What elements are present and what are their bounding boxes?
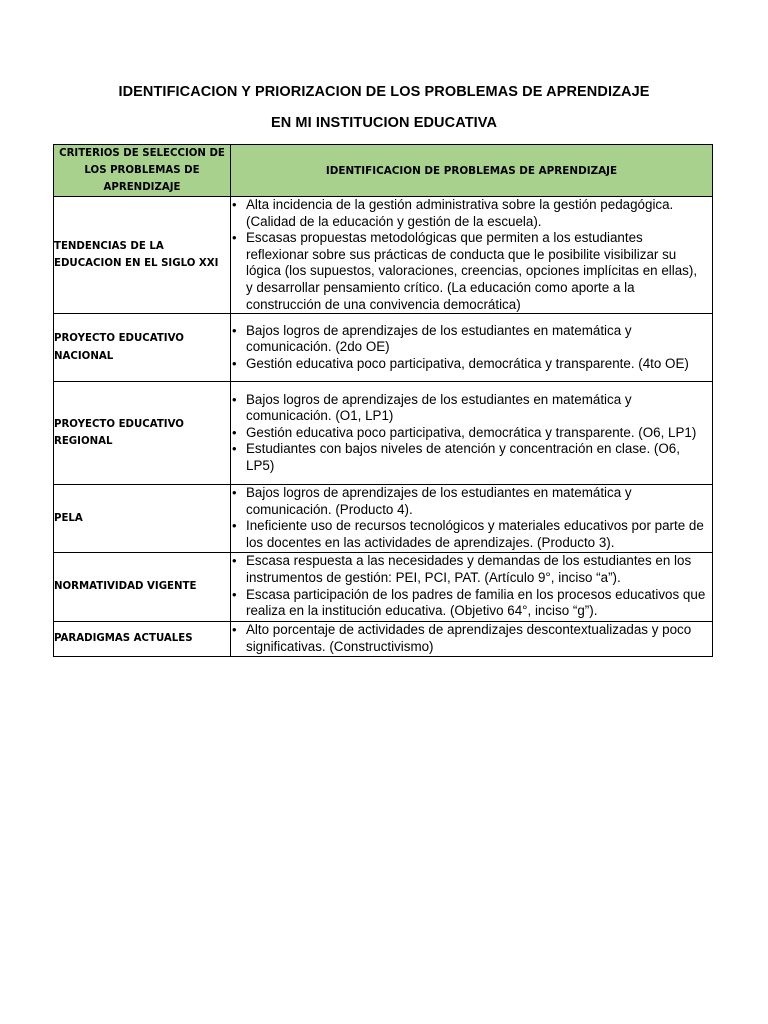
criterion-label: PROYECTO EDUCATIVO REGIONAL [54,382,231,485]
list-item: • Ineficiente uso de recursos tecnológicos y materiales educativos por parte de los docentes en las actividades de aprendizajes. (Producto 3). [231,518,712,551]
header-problems: IDENTIFICACION DE PROBLEMAS DE APRENDIZAJE [231,145,713,197]
problem-list [231,622,712,655]
table-row [54,621,713,656]
document-title-line2: EN MI INSTITUCION EDUCATIVA [270,115,498,131]
criterion-label: TENDENCIAS DE LA EDUCACION EN EL SIGLO XXI [54,197,231,314]
table-row [54,197,713,314]
problem-list [231,553,712,619]
list-item: • Escasas propuestas metodológicas que permiten a los estudiantes reflexionar sobre sus prácticas de conducta que le posibilite visibilizar su lógica (los supuestos, valoraciones, creencias, opciones implícitas en ellas), y desarrollar pensamiento crítico. (La educación como aporte a la construcción de una convivencia democrática) [231,230,712,313]
problem-list [231,197,712,313]
list-item: • Bajos logros de aprendizajes de los estudiantes en matemática y comunicación. (O1, LP1) [231,392,712,425]
list-item: • Escasa respuesta a las necesidades y demandas de los estudiantes en los instrumentos de gestión: PEI, PCI, PAT. (Artículo 9°, inciso “a”). [231,553,712,586]
list-item: • Gestión educativa poco participativa, democrática y transparente. (4to OE) [231,356,712,373]
table-row [54,485,713,552]
problem-list-cell [231,382,713,485]
list-item: • Bajos logros de aprendizajes de los estudiantes en matemática y comunicación. (Producto 4). [231,485,712,518]
problem-list-cell [231,552,713,621]
criterion-label: PARADIGMAS ACTUALES [54,621,231,656]
problem-list [231,392,712,475]
problem-list-cell [231,485,713,552]
criterion-label: PELA [54,485,231,552]
document-title-line1: IDENTIFICACION Y PRIORIZACION DE LOS PROBLEMAS DE APRENDIZAJE [118,84,650,100]
table-header-row [54,145,713,197]
list-item: • Alto porcentaje de actividades de aprendizajes descontextualizadas y poco significativas. (Constructivismo) [231,622,712,655]
problem-list-cell [231,621,713,656]
list-item: • Escasa participación de los padres de familia en los procesos educativos que realiza en la institución educativa. (Objetivo 64°, inciso “g”). [231,587,712,620]
header-criteria: CRITERIOS DE SELECCION DE LOS PROBLEMAS DE APRENDIZAJE [54,145,231,197]
problem-list-cell [231,197,713,314]
table-row [54,314,713,382]
problem-list-cell [231,314,713,382]
table-row [54,382,713,485]
problem-list [231,323,712,373]
problem-list [231,485,712,551]
list-item: • Alta incidencia de la gestión administrativa sobre la gestión pedagógica. (Calidad de la educación y gestión de la escuela). [231,197,712,230]
list-item: • Gestión educativa poco participativa, democrática y transparente. (O6, LP1) [231,425,712,442]
list-item: • Estudiantes con bajos niveles de atención y concentración en clase. (O6, LP5) [231,441,712,474]
table-row [54,552,713,621]
criterion-label: PROYECTO EDUCATIVO NACIONAL [54,314,231,382]
criterion-label: NORMATIVIDAD VIGENTE [54,552,231,621]
list-item: • Bajos logros de aprendizajes de los estudiantes en matemática y comunicación. (2do OE) [231,323,712,356]
criteria-table [53,144,713,657]
